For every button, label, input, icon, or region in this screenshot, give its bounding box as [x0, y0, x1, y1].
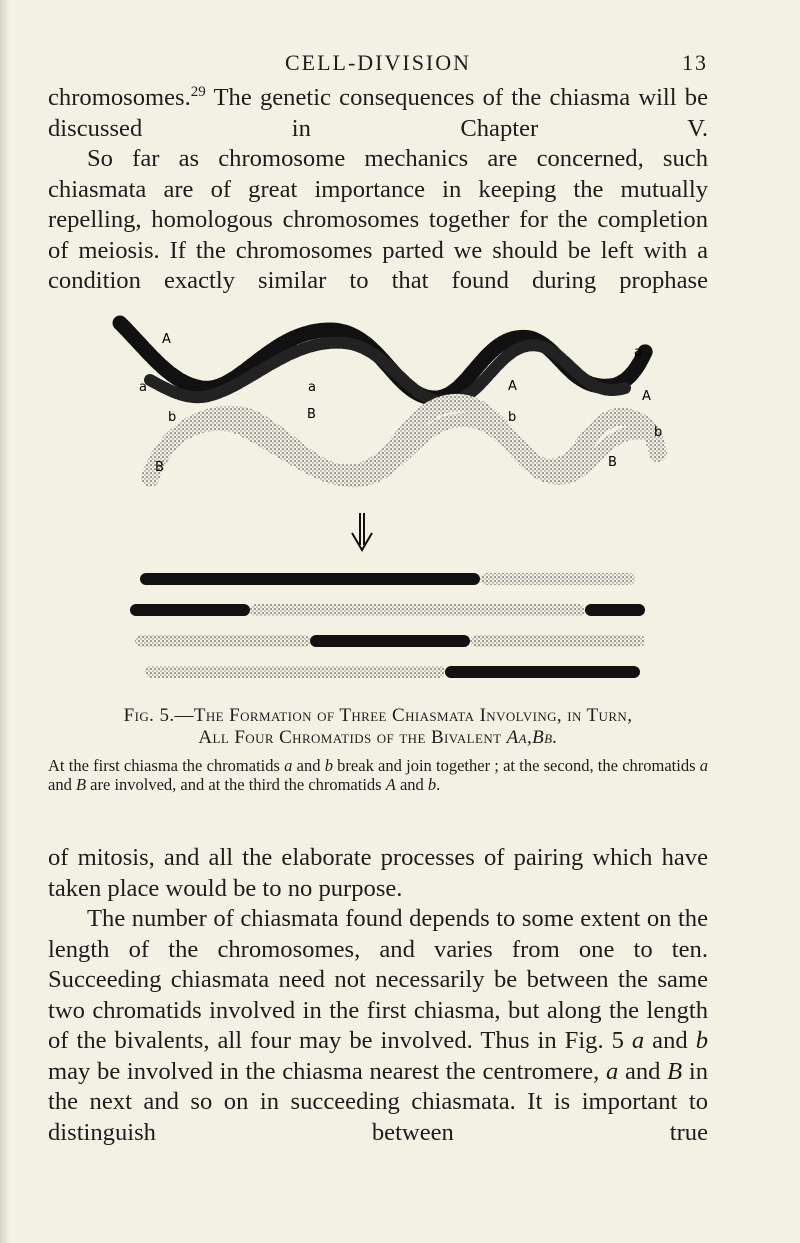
- italic-span: B: [667, 1057, 683, 1085]
- text-span: and: [292, 756, 325, 775]
- text-span: All Four Chromatids of the Bivalent: [198, 727, 507, 748]
- text-span: in the next and so on in succeeding chiasmata. It is important to distinguish between true: [48, 1057, 709, 1146]
- text-span: The genetic consequences of the chiasma will be discussed in Chapter V.: [48, 84, 708, 142]
- italic-span: a: [284, 756, 293, 775]
- label-b-1: b: [168, 410, 177, 425]
- text-span: and: [395, 775, 428, 794]
- caption-title-line-2: [48, 727, 708, 749]
- text-span: and: [618, 1057, 668, 1085]
- figure-caption: [48, 705, 708, 794]
- caption-title-line-1: Fig. 5.—The Formation of Three Chiasmata Involving, in Turn,: [123, 705, 633, 726]
- figure-5: [90, 308, 690, 698]
- paragraph-mitosis: of mitosis, and all the elaborate processes of pairing which have taken place would be to no purpose.: [48, 844, 708, 902]
- text-span: and: [48, 775, 76, 794]
- text-span: may be involved in the chiasma nearest the centromere,: [48, 1057, 606, 1085]
- italic-span: a: [605, 1057, 619, 1085]
- bottom-text-block: [48, 843, 708, 1148]
- label-a-1: a: [139, 380, 147, 395]
- text-span: are involved, and at the third the chromatids: [86, 775, 386, 794]
- italic-span: a: [699, 756, 708, 775]
- text-span: The number of chiasmata found depends to some extent on the length of the chromosomes, and varies from one to ten. Succeeding chiasmata need not necessarily be between the same two chromatids involved in the first chiasma, but along the length of the bivalents, all four may be involved. Thus in Fig. 5: [48, 905, 708, 1054]
- text-span: .: [436, 775, 441, 794]
- running-title: CELL-DIVISION: [284, 50, 472, 75]
- text-span: and: [644, 1027, 696, 1054]
- label-b-3: b: [654, 425, 663, 440]
- chiasmata-diagram: [90, 308, 690, 698]
- stippled-chromatid-pair: [150, 403, 658, 480]
- italic-span: b: [324, 756, 333, 775]
- italic-span: B: [75, 775, 87, 794]
- exchanged-chromatids: [130, 573, 645, 678]
- italic-span: b: [695, 1027, 708, 1054]
- label-a-3: a: [634, 345, 642, 360]
- italic-span: A: [385, 775, 396, 794]
- paragraph-number-of-chiasmata: [48, 904, 708, 1148]
- label-A-3: A: [642, 389, 651, 404]
- caption-body: [48, 756, 708, 794]
- label-B-3: B: [608, 455, 617, 470]
- caption-title: [48, 705, 708, 749]
- paragraph-chromosome-mechanics: So far as chromosome mechanics are concerned, such chiasmata are of great importance in keeping the mutually repelling, homologous chromosomes together for the completion of meiosis. If the chromosomes parted we should be left with a condition exactly similar to that found during prophase: [48, 145, 708, 294]
- down-arrow-icon: [352, 513, 372, 550]
- paragraph-continuation: [48, 83, 708, 144]
- italic-span: a: [631, 1027, 645, 1054]
- footnote-reference: 29: [190, 84, 206, 100]
- label-B-2: B: [307, 407, 316, 422]
- italic-span: Aa,Bb.: [506, 727, 558, 748]
- text-span: chromosomes.: [48, 84, 191, 111]
- text-span: break and join together ; at the second, the chromatids: [332, 756, 700, 775]
- label-A-1: A: [162, 332, 171, 347]
- page-edge-shadow: [0, 0, 10, 1243]
- label-B-1: B: [155, 460, 164, 475]
- label-A-2: A: [508, 379, 517, 394]
- label-b-2: b: [508, 410, 517, 425]
- label-a-2: a: [308, 380, 316, 395]
- italic-span: b: [427, 775, 437, 794]
- top-text-block: [48, 83, 708, 297]
- page-number: 13: [682, 50, 708, 75]
- dark-chromatid-pair: [120, 323, 646, 402]
- text-span: At the first chiasma the chromatids: [48, 756, 285, 775]
